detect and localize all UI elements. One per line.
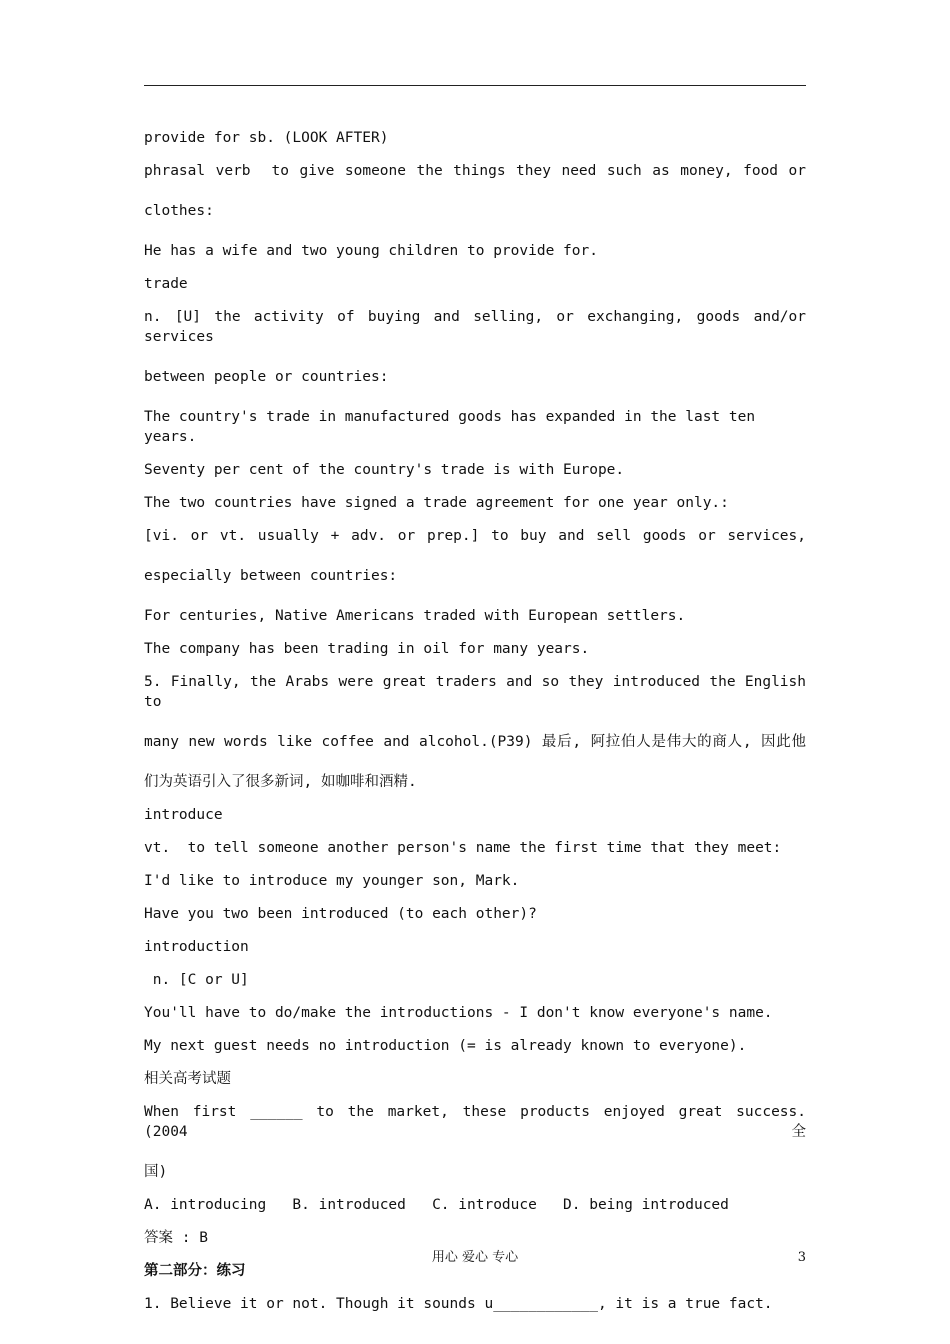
numbered-sentence: 5. Finally, the Arabs were great traders and so they introduced the English to <box>144 674 815 710</box>
exercise-question: 1. Believe it or not. Though it sounds u____________, it is a true fact. <box>144 1296 773 1312</box>
document-body <box>144 125 815 1324</box>
example-sentence: The two countries have signed a trade agreement for one year only.: <box>144 495 729 511</box>
example-sentence: My next guest needs no introduction (= is already known to everyone). <box>144 1038 747 1054</box>
example-sentence: The company has been trading in oil for many years. <box>144 641 590 657</box>
part-heading: 第二部分：练习 <box>144 1263 246 1279</box>
definition-line: vt. to tell someone another person's name the first time that they meet: <box>144 840 782 856</box>
definition-line: clothes: <box>144 203 214 219</box>
page-number: 3 <box>797 1250 806 1265</box>
entry-headword: introduce <box>144 807 223 823</box>
section-heading: 相关高考试题 <box>144 1071 231 1087</box>
example-sentence: He has a wife and two young children to provide for. <box>144 243 598 259</box>
translation-line: 们为英语引入了很多新词, 如咖啡和酒精. <box>144 774 417 790</box>
example-sentence: For centuries, Native Americans traded with European settlers. <box>144 608 686 624</box>
example-sentence: Seventy per cent of the country's trade is with Europe. <box>144 462 625 478</box>
entry-headword: introduction <box>144 939 249 955</box>
definition-line: n. [U] the activity of buying and selling, or exchanging, goods and/or services <box>144 309 815 345</box>
example-sentence: The country's trade in manufactured goods has expanded in the last ten years. <box>144 409 764 445</box>
definition-line: n. [C or U] <box>144 972 249 988</box>
definition-line: phrasal verb to give someone the things they need such as money, food or <box>144 163 806 179</box>
exam-question: 国) <box>144 1164 168 1180</box>
definition-line: [vi. or vt. usually + adv. or prep.] to buy and sell goods or services, <box>144 528 806 544</box>
numbered-sentence: many new words like coffee and alcohol.(P39) 最后, 阿拉伯人是伟大的商人, 因此他 <box>144 734 806 750</box>
example-sentence: Have you two been introduced (to each other)? <box>144 906 537 922</box>
definition-line: especially between countries: <box>144 568 398 584</box>
footer-motto: 用心 爱心 专心 <box>431 1250 519 1265</box>
example-sentence: I'd like to introduce my younger son, Mark. <box>144 873 520 889</box>
exam-question: When first ______ to the market, these products enjoyed great success. (2004全 <box>144 1104 815 1140</box>
answer-options: A. introducing B. introduced C. introduce D. being introduced <box>144 1197 729 1213</box>
example-sentence: You'll have to do/make the introductions - I don't know everyone's name. <box>144 1005 773 1021</box>
entry-headword: provide for sb. (LOOK AFTER) <box>144 130 389 146</box>
header-rule <box>144 85 806 86</box>
answer-key: 答案 : B <box>144 1230 208 1246</box>
entry-headword: trade <box>144 276 188 292</box>
definition-line: between people or countries: <box>144 369 389 385</box>
